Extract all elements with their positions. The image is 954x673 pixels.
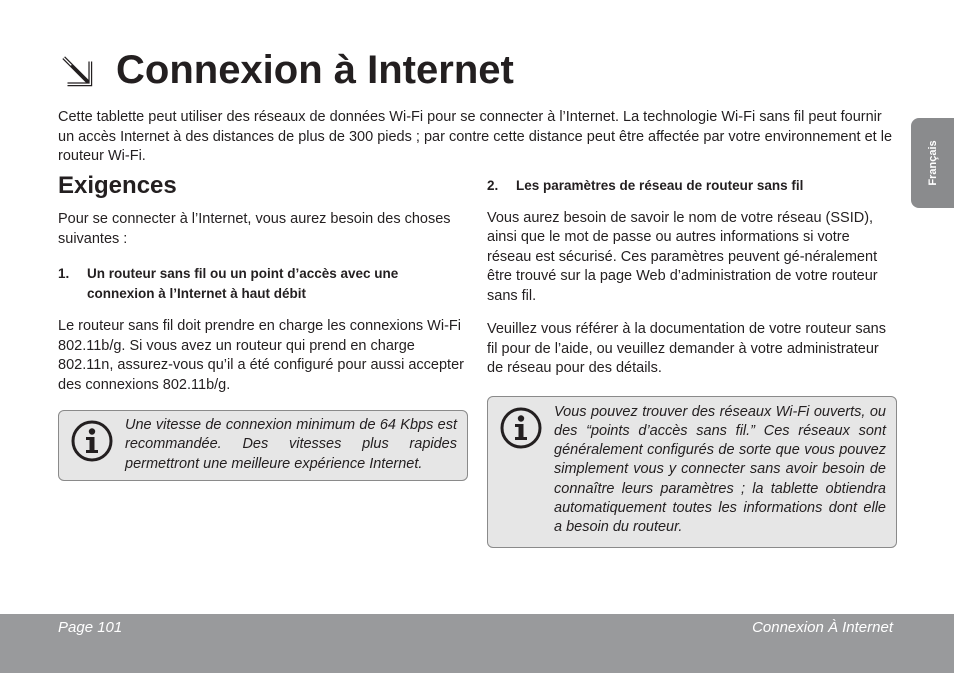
item-number: 1. bbox=[58, 266, 70, 281]
intro-paragraph: Cette tablette peut utiliser des réseaux de données Wi-Fi pour se connecter à l’Internet. La technologie Wi-Fi sans fil peut fournir un accès Internet à des distances de plus de 300 pieds ; par contre cette distance peut être affectée par votre environnement et le routeur Wi-Fi. bbox=[58, 109, 893, 164]
section-heading: Exigences bbox=[58, 172, 177, 199]
footer bbox=[0, 614, 954, 673]
item-text: Les paramètres de réseau de routeur sans fil bbox=[516, 178, 804, 193]
page-title: Connexion à Internet bbox=[116, 48, 514, 92]
ssid-paragraph: Vous aurez besoin de savoir le nom de votre réseau (SSID), ainsi que le mot de passe ou autres informations si votre réseau est sécurisé. Ces paramètres peuvent gé-néralement être trouvé sur la page Web d’administration de votre routeur sans fil. bbox=[487, 209, 878, 304]
note-text: Vous pouvez trouver des réseaux Wi-Fi ouverts, ou des “points d’accès sans fil.” Ces réseaux sont généralement configurés de sorte que vous pouvez simplement vous y connecter sans avoir besoin de connaître leurs paramètres ; la tablette obtiendra automatiquement toutes les informations dont elle a besoin du routeur. bbox=[554, 403, 886, 536]
requirements-lead: Pour se connecter à l’Internet, vous aurez besoin des choses suivantes : bbox=[58, 211, 451, 247]
info-icon bbox=[70, 419, 114, 463]
language-tab[interactable] bbox=[911, 118, 954, 208]
arrow-down-right-icon bbox=[58, 52, 96, 90]
language-tab-label: Français bbox=[926, 140, 939, 186]
page-number: Page 101 bbox=[58, 619, 123, 636]
info-note bbox=[58, 410, 468, 481]
info-icon bbox=[499, 406, 543, 450]
info-icon-wrap bbox=[488, 403, 554, 547]
footer-section-title: Connexion À Internet bbox=[752, 619, 893, 636]
note-text: Une vitesse de connexion minimum de 64 Kbps est recommandée. Des vitesses plus rapides permettront une meilleure expérience Internet. bbox=[125, 417, 457, 472]
requirement-item-1 bbox=[58, 264, 468, 303]
item-number: 2. bbox=[487, 178, 499, 193]
documentation-paragraph: Veuillez vous référer à la documentation de votre routeur sans fil pour de l’aide, ou veuillez demander à votre administrateur de réseau pour des détails. bbox=[487, 321, 886, 376]
right-column bbox=[487, 176, 897, 548]
info-note bbox=[487, 396, 897, 548]
router-paragraph: Le routeur sans fil doit prendre en charge les connexions Wi-Fi 802.11b/g. Si vous avez un routeur qui prend en charge 802.11n, assurez-vous qu’il a été configuré pour aussi accepter des connexions 802.11b/g. bbox=[58, 318, 464, 393]
left-column bbox=[58, 172, 468, 481]
item-text: Un routeur sans fil ou un point d’accès avec une connexion à l’Internet à haut débit bbox=[87, 266, 399, 301]
info-icon-wrap bbox=[59, 416, 125, 480]
requirement-item-2 bbox=[487, 176, 897, 196]
title-row bbox=[58, 48, 514, 93]
